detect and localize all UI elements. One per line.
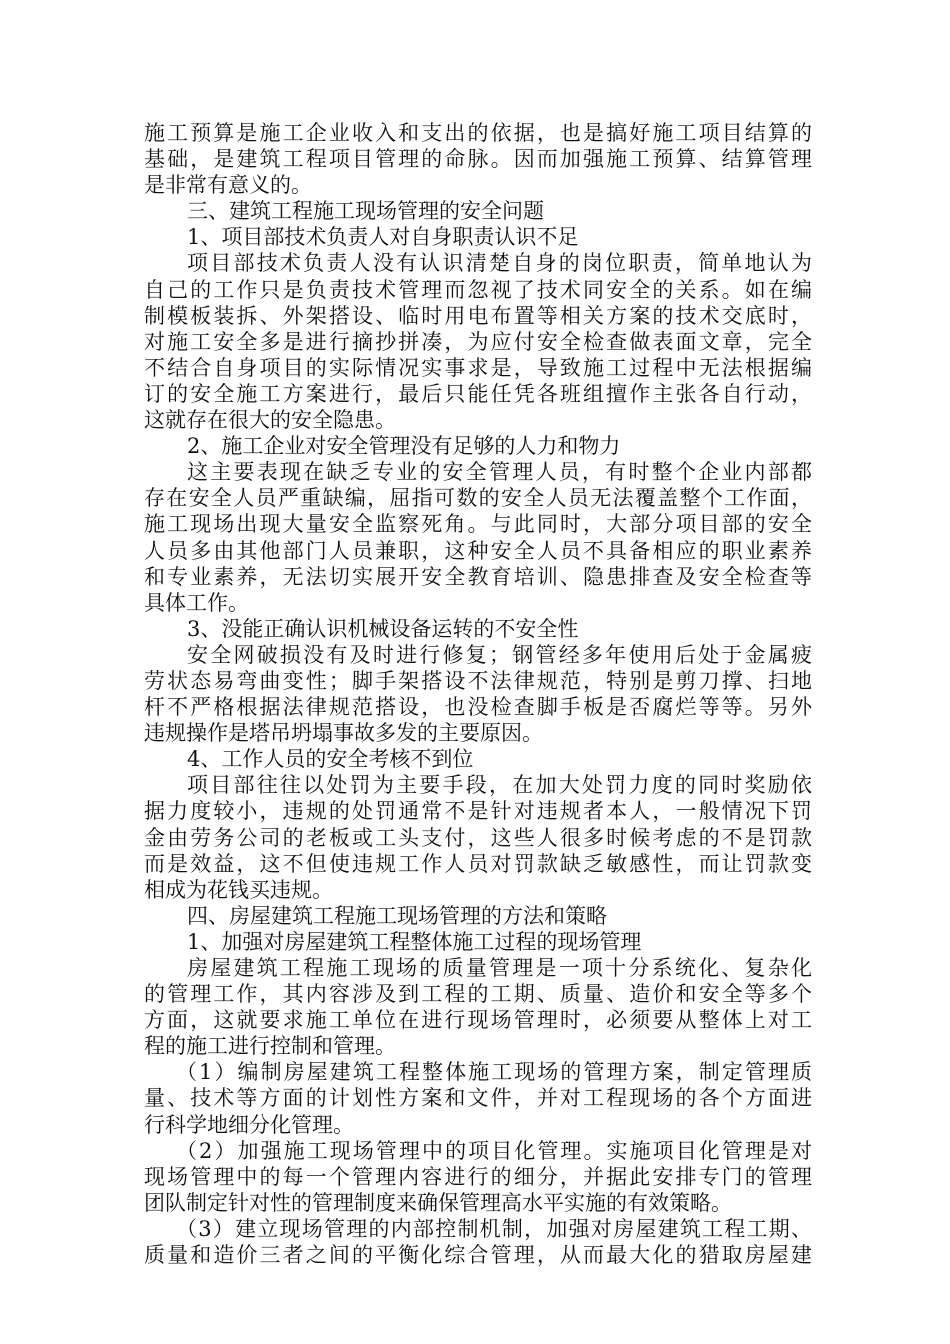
- text-line: 违规操作是塔吊坍塌事故多发的主要原因。: [144, 721, 543, 746]
- text-line: 房屋建筑工程施工现场的质量管理是一项十分系统化、复杂化: [187, 956, 812, 980]
- text-line: 基础，是建筑工程项目管理的命脉。因而加强施工预算、结算管理: [144, 147, 812, 172]
- text-line: 而是效益，这不但使违规工作人员对罚款缺乏敏感性，而让罚款变: [144, 851, 812, 876]
- text-line: 量、技术等方面的计划性方案和文件，并对工程现场的各个方面进: [144, 1086, 812, 1111]
- subsection-heading: 2、施工企业对安全管理没有足够的人力和物力: [187, 434, 621, 459]
- text-line: （2）加强施工现场管理中的项目化管理。实施项目化管理是对: [176, 1138, 812, 1163]
- text-line: 存在安全人员严重缺编，屈指可数的安全人员无法覆盖整个工作面，: [144, 486, 812, 511]
- text-line: 对施工安全多是进行摘抄拼凑，为应付安全检查做表面文章，完全: [144, 329, 812, 354]
- text-line: 和专业素养，无法切实展开安全教育培训、隐患排查及安全检查等: [144, 564, 812, 589]
- subsection-heading: 1、加强对房屋建筑工程整体施工过程的现场管理: [187, 929, 642, 954]
- text-line: 程的施工进行控制和管理。: [144, 1034, 396, 1059]
- text-line: 订的安全施工方案进行，最后只能任凭各班组擅作主张各自行动，: [144, 381, 812, 406]
- text-line: 相成为花钱买违规。: [144, 877, 333, 902]
- text-line: 的管理工作，其内容涉及到工程的工期、质量、造价和安全等多个: [144, 982, 812, 1007]
- subsection-heading: 1、项目部技术负责人对自身职责认识不足: [187, 225, 579, 250]
- text-line: 项目部技术负责人没有认识清楚自身的岗位职责，简单地认为: [187, 251, 812, 276]
- text-line: 行科学地细分化管理。: [144, 1112, 354, 1137]
- section-heading: 三、建筑工程施工现场管理的安全问题: [187, 199, 544, 224]
- text-line: 据力度较小，违规的处罚通常不是针对违规者本人，一般情况下罚: [144, 799, 812, 824]
- text-line: 方面，这就要求施工单位在进行现场管理时，必须要从整体上对工: [144, 1008, 812, 1033]
- text-line: 不结合自身项目的实际情况实事求是，导致施工过程中无法根据编: [144, 355, 812, 380]
- text-line: 安全网破损没有及时进行修复；钢管经多年使用后处于金属疲: [187, 642, 812, 667]
- text-line: 现场管理中的每一个管理内容进行的细分，并据此安排专门的管理: [144, 1164, 812, 1189]
- text-line: 施工现场出现大量安全监察死角。与此同时，大部分项目部的安全: [144, 512, 812, 537]
- text-line: 杆不严格根据法律规范搭设，也没检查脚手板是否腐烂等等。另外: [144, 695, 812, 720]
- text-line: 劳状态易弯曲变性；脚手架搭设不法律规范，特别是剪刀撑、扫地: [144, 668, 812, 693]
- text-line: 这主要表现在缺乏专业的安全管理人员，有时整个企业内部都: [187, 460, 812, 485]
- text-line: （3）建立现场管理的内部控制机制，加强对房屋建筑工程工期、: [176, 1216, 812, 1241]
- text-line: 是非常有意义的。: [144, 173, 312, 198]
- text-line: 施工预算是施工企业收入和支出的依据，也是搞好施工项目结算的: [144, 121, 812, 145]
- subsection-heading: 3、没能正确认识机械设备运转的不安全性: [187, 616, 579, 641]
- text-line: 这就存在很大的安全隐患。: [144, 408, 396, 433]
- text-line: 质量和造价三者之间的平衡化综合管理，从而最大化的猎取房屋建: [144, 1243, 812, 1268]
- text-line: 自己的工作只是负责技术管理而忽视了技术同安全的关系。如在编: [144, 277, 812, 302]
- section-heading: 四、房屋建筑工程施工现场管理的方法和策略: [187, 903, 607, 928]
- text-line: 团队制定针对性的管理制度来确保管理高水平实施的有效策略。: [144, 1190, 732, 1215]
- text-line: （1）编制房屋建筑工程整体施工现场的管理方案，制定管理质: [176, 1060, 812, 1085]
- text-line: 具体工作。: [144, 590, 249, 615]
- document-body: [144, 120, 812, 1268]
- text-line: 制模板装拆、外架搭设、临时用电布置等相关方案的技术交底时，: [144, 303, 812, 328]
- subsection-heading: 4、工作人员的安全考核不到位: [187, 747, 474, 772]
- text-line: 项目部往往以处罚为主要手段，在加大处罚力度的同时奖励依: [187, 773, 812, 798]
- text-line: 金由劳务公司的老板或工头支付，这些人很多时候考虑的不是罚款: [144, 825, 812, 850]
- text-line: 人员多由其他部门人员兼职，这种安全人员不具备相应的职业素养: [144, 538, 812, 563]
